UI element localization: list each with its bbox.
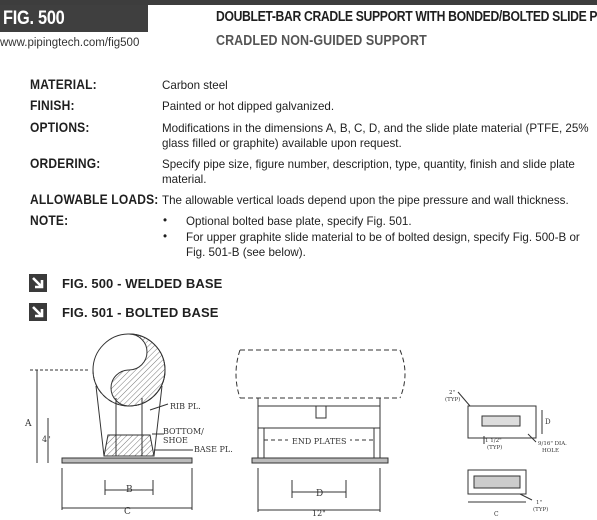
technical-drawing bbox=[0, 330, 597, 520]
spec-label-allowable-loads: ALLOWABLE LOADS: bbox=[30, 191, 159, 207]
spec-value-finish: Painted or hot dipped galvanized. bbox=[162, 100, 335, 113]
label-end-plates: END PLATES bbox=[292, 437, 347, 446]
spec-value-ordering: Specify pipe size, figure number, description, type, quantity, finish and slide plate material. bbox=[162, 158, 575, 186]
label-bottom: BOTTOM/ bbox=[163, 427, 204, 436]
dim-twelve-inch: 12" bbox=[312, 509, 326, 518]
end-view-drawing bbox=[30, 334, 193, 510]
spec-label-finish: FINISH: bbox=[30, 97, 75, 113]
spec-value-material: Carbon steel bbox=[162, 79, 228, 92]
spec-label-note: NOTE: bbox=[30, 212, 69, 228]
dim-c: C bbox=[124, 507, 131, 517]
ref-fig-500-welded[interactable]: FIG. 500 - WELDED BASE bbox=[62, 276, 223, 291]
page-title: DOUBLET-BAR CRADLE SUPPORT WITH BONDED/BOLTED SLIDE P bbox=[216, 9, 597, 25]
page-subtitle: CRADLED NON-GUIDED SUPPORT bbox=[216, 33, 427, 49]
label-hole: HOLE bbox=[542, 448, 559, 454]
figure-number: FIG. 500 bbox=[3, 8, 65, 29]
dim-d: D bbox=[545, 418, 551, 426]
dim-typ: (TYP) bbox=[533, 507, 549, 513]
note-item: Optional bolted base plate, specify Fig. 501. bbox=[186, 215, 412, 228]
side-view-drawing bbox=[236, 350, 405, 512]
note-bullet: • bbox=[163, 214, 168, 227]
dim-one-half-inch: 1 1/2" bbox=[485, 438, 502, 444]
figure-tab bbox=[0, 5, 148, 32]
dim-d: D bbox=[316, 489, 324, 499]
note-bullet: • bbox=[163, 230, 168, 243]
spec-label-material: MATERIAL: bbox=[30, 76, 97, 92]
spec-label-options: OPTIONS: bbox=[30, 119, 90, 135]
dim-typ: (TYP) bbox=[445, 397, 461, 403]
dim-one-inch: 1" bbox=[536, 500, 543, 506]
spec-label-ordering: ORDERING: bbox=[30, 155, 101, 171]
dim-b: B bbox=[126, 485, 133, 495]
dim-two-inch: 2" bbox=[449, 390, 456, 396]
spec-value-options: Modifications in the dimensions A, B, C, D, and the slide plate material (PTFE, 25% glass filled or graphite) available upon request. bbox=[162, 122, 589, 150]
dim-c: C bbox=[494, 511, 499, 518]
spec-value-allowable-loads: The allowable vertical loads depend upon the pipe pressure and wall thickness. bbox=[162, 194, 569, 207]
label-shoe: SHOE bbox=[163, 436, 188, 445]
ref-fig-501-bolted[interactable]: FIG. 501 - BOLTED BASE bbox=[62, 305, 219, 320]
label-rib-plate: RIB PL. bbox=[170, 402, 201, 411]
dim-typ: (TYP) bbox=[487, 445, 503, 451]
label-base-plate: BASE PL. bbox=[194, 445, 233, 454]
arrow-down-right-icon bbox=[29, 303, 47, 321]
page-url[interactable]: www.pipingtech.com/fig500 bbox=[0, 37, 140, 49]
note-item: For upper graphite slide material to be of bolted design, specify Fig. 500-B or Fig. 501-B (see below). bbox=[186, 231, 580, 259]
label-hole-dia: 9/16" DIA. bbox=[538, 441, 567, 447]
arrow-down-right-icon bbox=[29, 274, 47, 292]
dim-four-inch: 4" bbox=[42, 435, 51, 444]
dim-a: A bbox=[25, 419, 32, 429]
